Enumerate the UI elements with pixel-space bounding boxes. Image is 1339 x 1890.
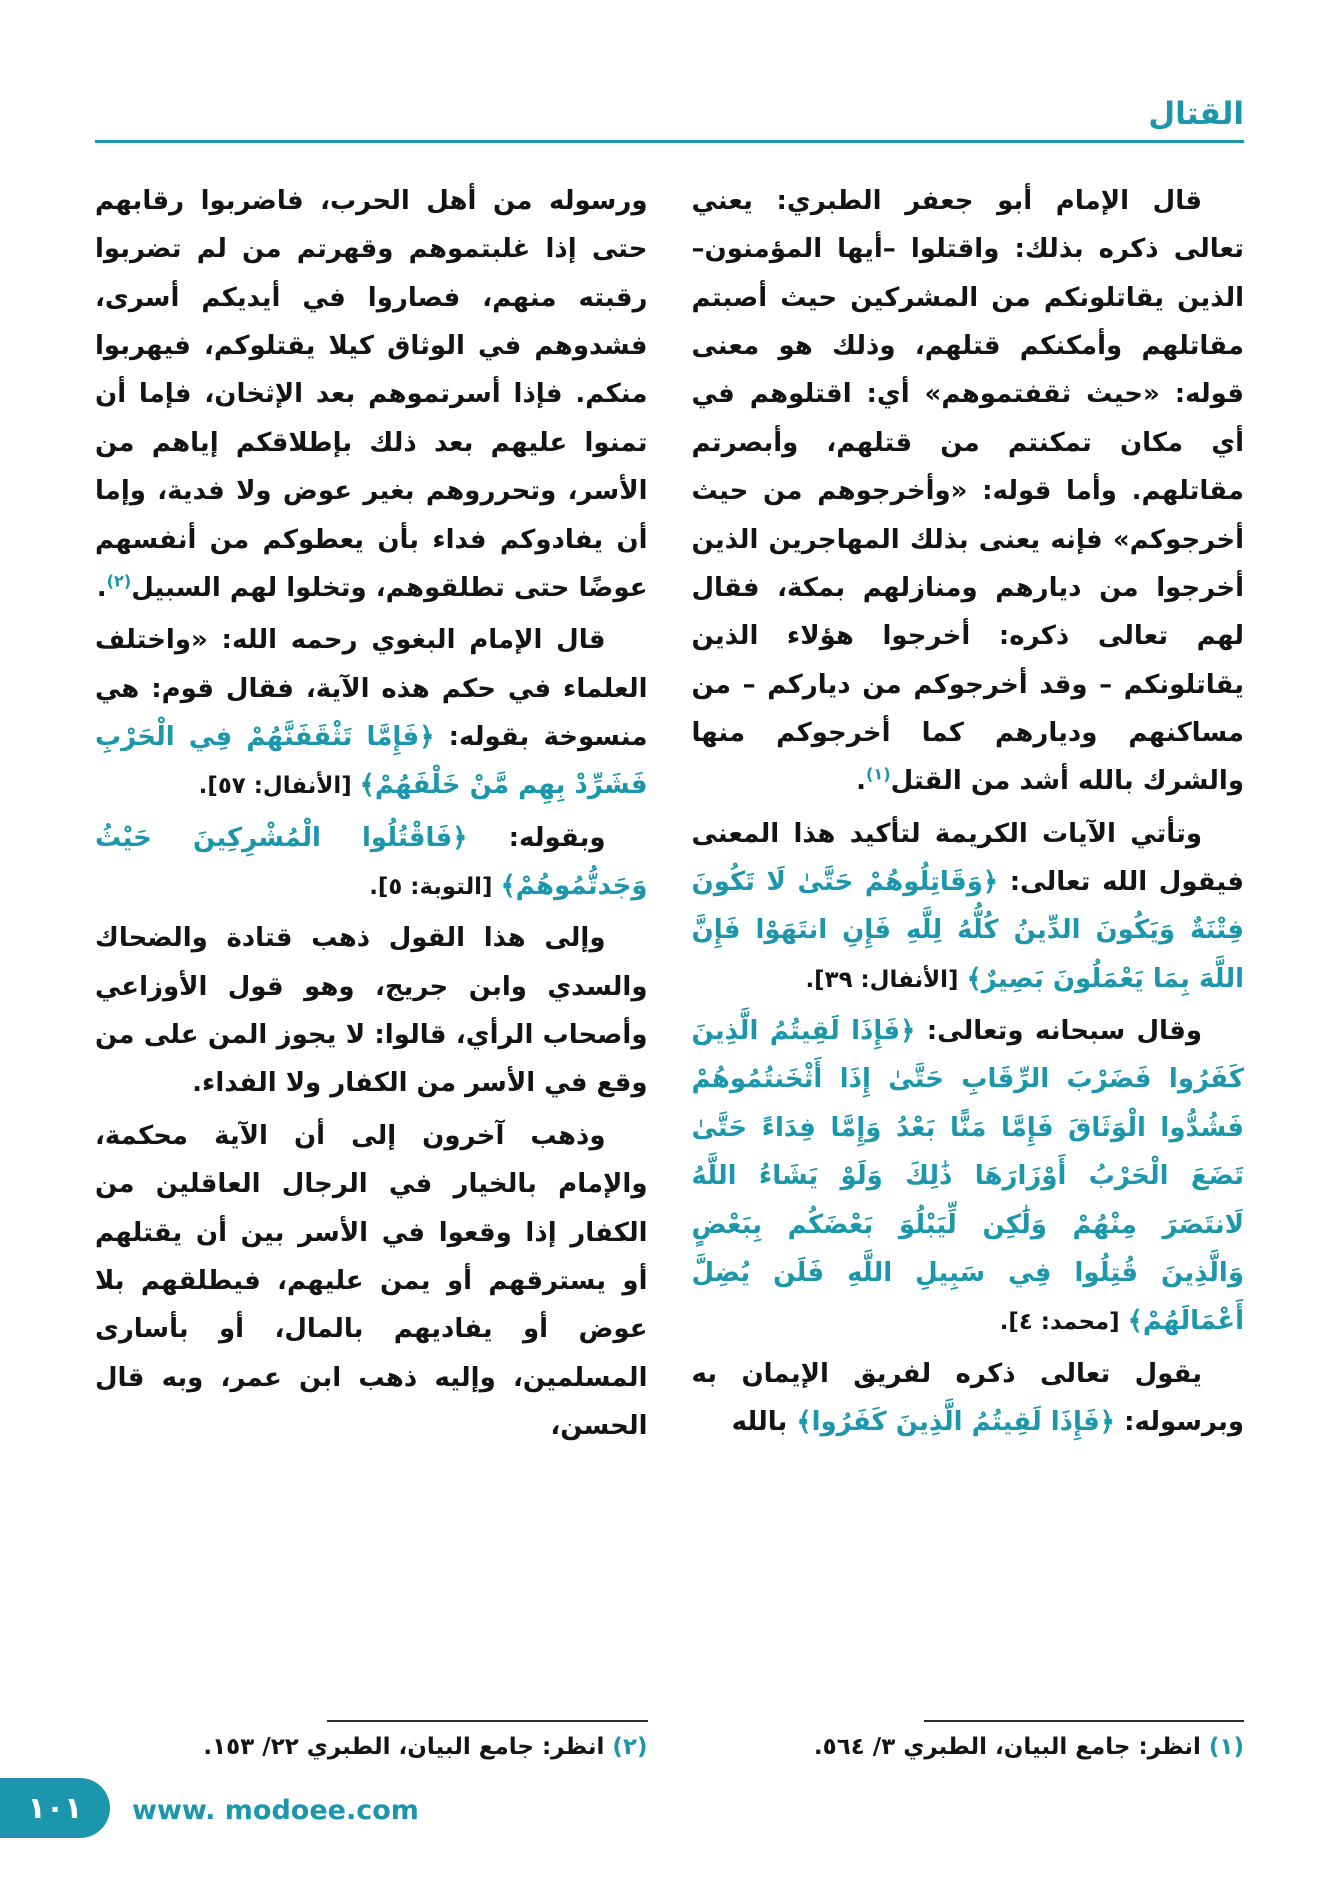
page-number-badge: ١٠١ [0,1778,110,1838]
text-segment: . [856,766,867,797]
text-segment: قال الإمام أبو جعفر الطبري: يعني تعالى ذكره بذلك: واقتلوا –أيها المؤمنون– الذين يقاتلونكم من المشركين حيث أصبتم مقاتلهم وأمكنكم قتلهم، وذلك هو معنى قوله: «حيث ثقفتموهم» أي: اقتلوهم في أي مكان تمكنتم من قتلهم، وأبصرتم مقاتلهم. وأما قوله: «وأخرجوهم من حيث أخرجوكم» فإنه يعنى بذلك المهاجرين الذين أخرجوا من ديارهم ومنازلهم بمكة، فقال لهم تعالى ذكره: أخرجوا هؤلاء الذين يقاتلونكم – وقد أخرجوكم من دياركم – من مساكنهم وديارهم كما أخرجوكم منها والشرك بالله أشد من القتل [691,186,1244,797]
website-link[interactable]: www. modoee.com [132,1795,419,1826]
footnote-marker: (٢) [106,571,132,591]
paragraph-other-scholars [95,1112,648,1451]
footnote-2 [95,1720,648,1760]
paragraph-scholars-opinion [95,914,648,1107]
paragraph-tabari-commentary [692,177,1245,806]
text-segment: وذهب آخرون إلى أن الآية محكمة، والإمام بالخيار في الرجال العاقلين من الكفار إذا وقعوا في الأسر بين أن يقتلهم أو يسترقهم أو يمن عليهم، فيطلقهم بلا عوض أو يفاديهم بالمال، أو بأسارى المسلمين، وإليه ذهب ابن عمر، وبه قال الحسن، [95,1120,648,1441]
page-footer [0,1776,1339,1838]
page-header [0,0,1339,143]
chapter-title: القتال [1148,96,1244,132]
quran-verse: ﴿وَقَاتِلُوهُمْ حَتَّىٰ لَا تَكُونَ فِتْنَةٌ وَيَكُونَ الدِّينُ كُلُّهُ لِلَّهِ فَإِنِ انتَهَوْا فَإِنَّ اللَّهَ بِمَا يَعْمَلُونَ بَصِيرٌ﴾ [691,867,1244,994]
text-segment: [محمد: ٤]. [999,1309,1128,1336]
text-segment: انظر: جامع البيان، الطبري ٣/ ٥٦٤. [813,1734,1201,1760]
footnote-marker: (١) [866,764,891,784]
text-segment: [الأنفال: ٥٧]. [198,773,360,800]
text-segment: يقول تعالى ذكره لفريق الإيمان به وبرسوله: [691,1358,1244,1437]
footnote-marker: (١) [1200,1734,1244,1760]
footnote-marker: (٢) [604,1734,648,1760]
text-segment: [الأنفال: ٣٩]. [805,966,967,993]
footnotes-section [95,1720,1244,1760]
quran-verse: ﴿فَإِذَا لَقِيتُمُ الَّذِينَ كَفَرُوا﴾ [796,1406,1116,1437]
text-segment: وتأتي الآيات الكريمة لتأكيد هذا المعنى فيقول الله تعالى: [691,818,1245,898]
text-segment: . [96,572,107,603]
paragraph-believers-address [692,1350,1245,1447]
text-segment: ورسوله من أهل الحرب، فاضربوا رقابهم حتى إذا غلبتموهم وقهرتم من لم تضربوا رقبته منهم، فصاروا في أيديكم أسرى، فشدوهم في الوثاق كيلا يقتلوكم، فيهربوا منكم. فإذا أسرتموهم بعد الإثخان، فإما أن تمنوا عليهم بعد ذلك بإطلاقكم إياهم من الأسر، وتحرروهم بغير عوض ولا فدية، وإما أن يفادوكم فداء بأن يعطوكم من أنفسهم عوضًا حتى تطلقوهم، وتخلوا لهم السبيل [95,186,648,603]
quran-verse: ﴿فَإِذَا لَقِيتُمُ الَّذِينَ كَفَرُوا فَضَرْبَ الرِّقَابِ حَتَّىٰ إِذَا أَثْخَنتُمُوهُمْ فَشُدُّوا الْوَثَاقَ فَإِمَّا مَنًّا بَعْدُ وَإِمَّا فِدَاءً حَتَّىٰ تَضَعَ الْحَرْبُ أَوْزَارَهَا ذَٰلِكَ وَلَوْ يَشَاءُ اللَّهُ لَانتَصَرَ مِنْهُمْ وَلَٰكِن لِّيَبْلُوَ بَعْضَكُم بِبَعْضٍ وَالَّذِينَ قُتِلُوا فِي سَبِيلِ اللَّهِ فَلَن يُضِلَّ أَعْمَالَهُمْ﴾ [691,1016,1244,1337]
paragraph-continuation [95,177,648,612]
paragraph-baghawi-commentary [95,616,648,809]
text-segment: انظر: جامع البيان، الطبري ٢٢/ ١٥٣. [203,1734,605,1760]
text-segment: وقال سبحانه وتعالى: [915,1016,1203,1047]
footnote-1 [692,1720,1245,1760]
text-segment: [التوبة: ٥]. [369,874,501,901]
paragraph-verse-tawbah-5 [95,814,648,911]
paragraph-verse-muhammad-4 [692,1007,1245,1346]
text-segment: قال الإمام البغوي رحمه الله: «واختلف العلماء في حكم هذه الآية، فقال قوم: هي منسوخة بقوله: [95,625,648,752]
text-segment: وإلى هذا القول ذهب قتادة والضحاك والسدي وابن جريج، وهو قول الأوزاعي وأصحاب الرأي، قالوا: لا يجوز المن على من وقع في الأسر من الكفار ولا الفداء. [95,923,648,1099]
quran-verse: ﴿فَاقْتُلُوا الْمُشْرِكِينَ حَيْثُ وَجَدتُّمُوهُمْ﴾ [95,822,648,902]
left-column [95,177,648,1623]
text-segment: بالله [731,1406,797,1437]
paragraph-verse-anfal-39 [692,810,1245,1003]
content-columns [0,143,1339,1623]
text-segment: وبقوله: [467,822,606,853]
quran-verse: ﴿فَإِمَّا تَثْقَفَنَّهُمْ فِي الْحَرْبِ فَشَرِّدْ بِهِم مَّنْ خَلْفَهُمْ﴾ [95,721,648,801]
right-column [692,177,1245,1623]
